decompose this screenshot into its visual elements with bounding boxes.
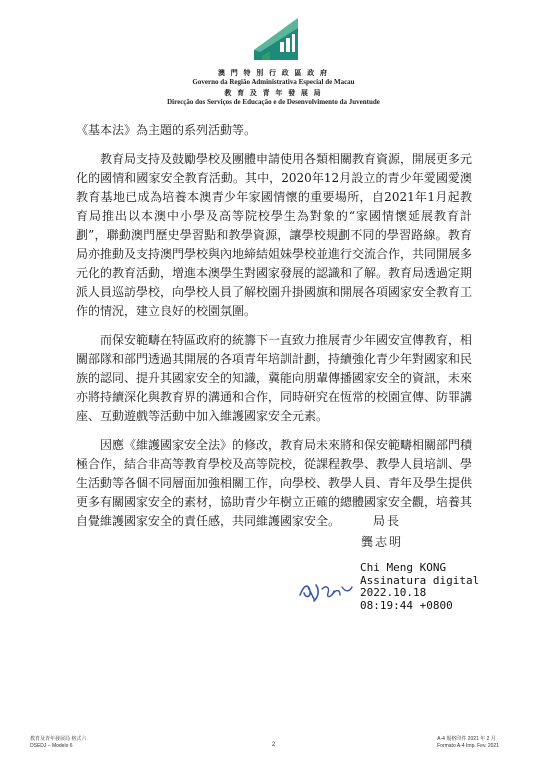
body-paragraph: 教育局支持及鼓勵學校及團體申請使用各類相關教育資源，開展更多元化的國情和國家安全教育活動。其中，2020年12月設立的青少年愛國愛澳教育基地已成為培養本澳青少年家國情懷的重要場所，自2021年1月起教育局推出以本澳中小學及高等院校學生為對象的“家國情懷延展教育計劃”，聯動澳門歷史學習點和教學資源，讓學校規劃不同的學習路線。教育局亦推動及支持澳門學校與內地締結姐妹學校並進行交流合作，共同開展多元化的教育活動，增進本澳學生對國家發展的認識和了解。教育局透過定期派人員巡訪學校，向學校人員了解校園升掛國旗和開展各項國家安全教育工作的情況，建立良好的校園氛圍。 [76,152,473,318]
footer-print-format [437,736,499,750]
dept-name-portuguese: Direcção dos Serviços de Educação e de Desenvolvimento da Juventude [167,98,380,106]
signatory-name: 龔志明 [361,535,404,549]
digital-signature-time: 08:19:44 +0800 [360,598,453,612]
digital-signature-name: Chi Meng KONG [360,561,447,574]
digital-signature-date: 2022.10.18 [360,586,427,599]
body-paragraph: 而保安範疇在特區政府的統籌下一直致力推展青少年國安宣傳教育，相關部隊和部門透過其開展的各項青年培訓計劃，持續強化青少年對國家和民族的認同、提升其國家安全的知識，冀能向朋輩傳播國家安全的資訊，未來亦將持續深化與教育界的溝通和合作，同時研究在恆常的校園宣傳、防罪講座、互動遊戲等活動中加入維護國家安全元素。 [76,333,473,423]
body-paragraph: 因應《維護國家安全法》的修改，教育局未來將和保安範疇相關部門積極合作，結合非高等教育學校及高等院校，從課程教學、教學人員培訓、學生活動等各個不同層面加強相關工作，向學校、教學人員、青年及學生提供更多有關國家安全的素材，協助青少年樹立正確的總體國家安全觀，培養其自覺維護國家安全的責任感，共同維護國家安全。 [76,438,473,528]
body-paragraph: 《基本法》為主題的系列活動等。 [76,123,257,137]
footer-form-code-pt: DSEDJ – Modelo 6 [30,743,73,749]
org-name-portuguese: Governo da Região Administrativa Especial de Macau [192,78,355,86]
handwritten-signature [296,577,356,605]
government-logo-icon [240,12,304,64]
org-name-chinese: 澳 門 特 別 行 政 區 政 府 [218,69,329,77]
signatory-title: 局長 [373,514,402,528]
footer-form-code-cn: 教育及青年發展局 格式六 [30,736,87,742]
footer-print-format-pt: Formato A-4 Imp. Fev. 2021 [437,743,499,749]
page-number: 2 [271,742,276,748]
digital-signature-label: Assinatura digital [360,573,480,587]
dept-name-chinese: 教 育 及 青 年 發 展 局 [224,89,323,97]
digital-signature-block [360,562,479,612]
letter-body [76,121,472,541]
footer-print-format-cn: A-4 規格印件 2021 年 2 月 [437,736,496,742]
